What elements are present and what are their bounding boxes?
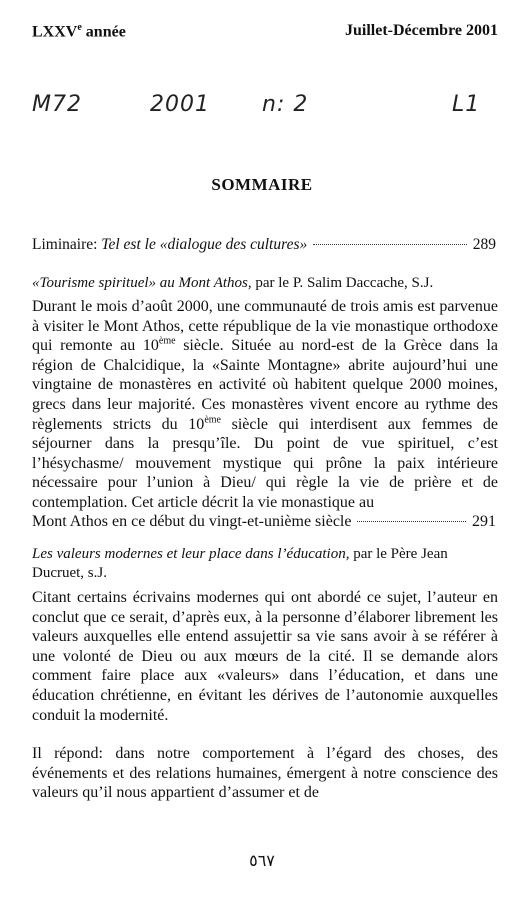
article-heading — [32, 274, 498, 293]
article-abstract: Il répond: dans notre comportement à l’égard des choses, des événements et des relations humaines, émergent à notre conscience des valeurs qu’il nous appartient d’assumer et de — [32, 745, 498, 802]
page-folio: ٥٦٧ — [249, 851, 275, 870]
abstract-text: Durant le mois d’août 2000, une communauté de trois amis est parvenue à visiter le Mont Athos, cette république de la vie monastique orthodoxe qui remonte au 10 — [32, 298, 498, 355]
handwritten-mark: n: 2 — [262, 92, 309, 117]
page-title: SOMMAIRE — [211, 175, 313, 194]
handwritten-mark: M72 — [32, 92, 82, 117]
ordinal-superscript: ème — [158, 335, 176, 347]
article-heading — [32, 545, 498, 583]
toc-entry — [32, 513, 496, 531]
article-byline: par le Père Jean Ducruet, s.J. — [32, 546, 448, 581]
volume-superscript: e — [77, 22, 82, 33]
toc-entry — [32, 236, 496, 254]
article-abstract: Citant certains écrivains modernes qui ont abordé ce sujet, l’auteur en conclut que ce serait, d’après eux, à la personne d’élaborer librement les valeurs auxquelles elle entend assujettir sa vie sans avoir à se référer à une volonté de Dieu ou aux mœurs de la cité. Il se demande alors comment faire place aux «valeurs» dans l’éducation, et dans une éducation chrétienne, en évitant les dérives de l’autonomie auxquelles conduit la modernité. — [32, 589, 498, 724]
volume-header — [32, 22, 126, 41]
issue-date: Juillet-Décembre 2001 — [345, 22, 498, 39]
toc-page-number: 291 — [472, 513, 496, 530]
toc-entry-label — [32, 236, 307, 254]
toc-entry-prefix: Liminaire: — [32, 236, 102, 253]
handwritten-mark: 2001 — [150, 92, 210, 117]
toc-page-number: 289 — [472, 236, 496, 253]
article-byline: par le P. Salim Daccache, S.J. — [251, 275, 434, 291]
volume-suffix: année — [81, 23, 126, 41]
ordinal-superscript: ème — [204, 414, 221, 426]
volume-number: LXXV — [32, 23, 78, 41]
dot-leader — [357, 521, 466, 522]
article-title: Les valeurs modernes et leur place dans l’éducation, — [32, 546, 350, 562]
handwritten-mark: L1 — [452, 92, 481, 117]
abstract-text: siècle qui interdisent aux femmes de séjourner dans la presqu’île. Du point de vue spirituel, c’est l’hésychasme/ mouvement mystique qui prône la paix intérieure nécessaire pour l’union à Dieu/ qui règle la vie de prière et de contemplation. Cet article décrit la vie monastique au — [32, 415, 498, 511]
article-abstract — [32, 297, 498, 513]
toc-entry-title: Tel est le «dialogue des cultures» — [101, 236, 308, 253]
article-title: «Tourisme spirituel» au Mont Athos, — [32, 275, 252, 291]
dot-leader — [313, 244, 467, 245]
abstract-last-line: Mont Athos en ce début du vingt-et-unième siècle — [32, 513, 352, 530]
abstract-text: siècle. Située au nord-est de la Grèce dans la région de Chalcidique, la «Sainte Montagne» abrite aujourd’hui une vingtaine de monastères en activité où habitent quelque 2000 moines, grecs dans leur majorité. Ces monastères vivent encore au rythme des règlements stricts du 10 — [32, 337, 499, 433]
